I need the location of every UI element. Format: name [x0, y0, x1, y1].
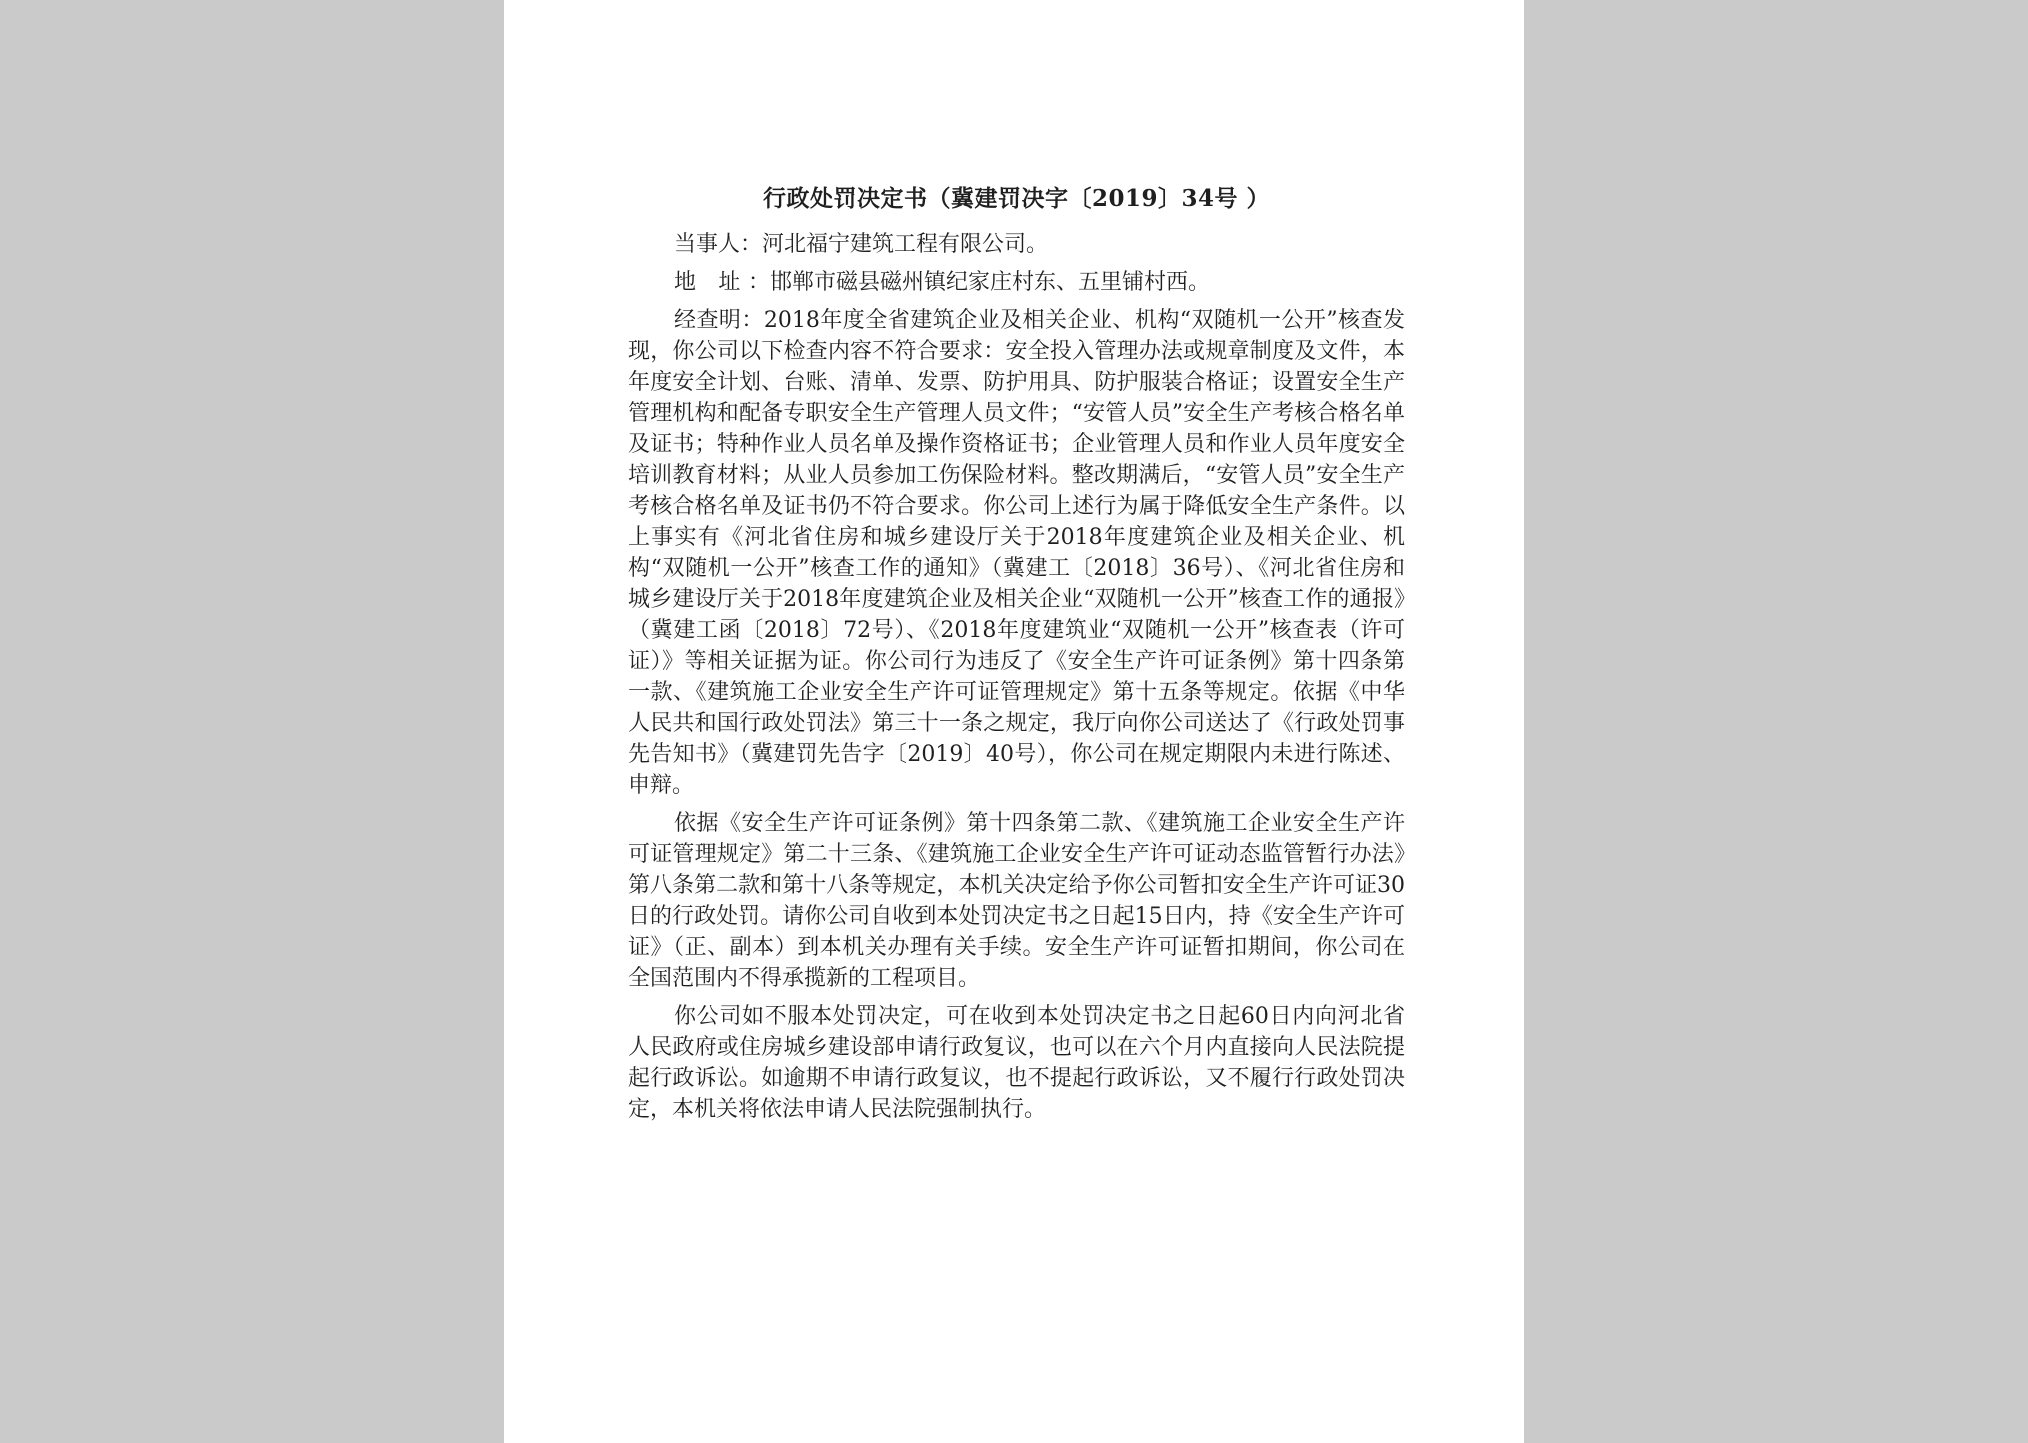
address-label: 地 址：: [674, 270, 770, 295]
decision-paragraph: 依据《安全生产许可证条例》第十四条第二款、《建筑施工企业安全生产许可证管理规定》第二十三条、《建筑施工企业安全生产许可证动态监管暂行办法》第八条第二款和第十八条等规定，本机关决定给予你公司暂扣安全生产许可证30日的行政处罚。请你公司自收到本处罚决定书之日起15日内，持《安全生产许可证》（正、副本）到本机关办理有关手续。安全生产许可证暂扣期间，你公司在全国范围内不得承揽新的工程项目。: [628, 811, 1405, 991]
findings-paragraph: 经查明：2018年度全省建筑企业及相关企业、机构“双随机一公开”核查发现，你公司以下检查内容不符合要求：安全投入管理办法或规章制度及文件，本年度安全计划、台账、清单、发票、防护用具、防护服装合格证；设置安全生产管理机构和配备专职安全生产管理人员文件；“安管人员”安全生产考核合格名单及证书；特种作业人员名单及操作资格证书；企业管理人员和作业人员年度安全培训教育材料；从业人员参加工伤保险材料。整改期满后，“安管人员”安全生产考核合格名单及证书仍不符合要求。你公司上述行为属于降低安全生产条件。以上事实有《河北省住房和城乡建设厅关于2018年度建筑企业及相关企业、机构“双随机一公开”核查工作的通知》（冀建工〔2018〕36号）、《河北省住房和城乡建设厅关于2018年度建筑企业及相关企业“双随机一公开”核查工作的通报》（冀建工函〔2018〕72号）、《2018年度建筑业“双随机一公开”核查表（许可证）》等相关证据为证。你公司行为违反了《安全生产许可证条例》第十四条第一款、《建筑施工企业安全生产许可证管理规定》第十五条等规定。依据《中华人民共和国行政处罚法》第三十一条之规定，我厅向你公司送达了《行政处罚事先告知书》（冀建罚先告字〔2019〕40号），你公司在规定期限内未进行陈述、申辩。: [628, 308, 1405, 798]
document-page: [504, 0, 1524, 1443]
party-line: 当事人：河北福宁建筑工程有限公司。: [674, 232, 1049, 257]
document-body: [628, 180, 1405, 1132]
address-value: 邯郸市磁县磁州镇纪家庄村东、五里铺村西。: [770, 270, 1211, 295]
document-title: [628, 180, 1405, 213]
appeal-paragraph: 你公司如不服本处罚决定，可在收到本处罚决定书之日起60日内向河北省人民政府或住房城乡建设部申请行政复议，也可以在六个月内直接向人民法院提起行政诉讼。如逾期不申请行政复议，也不提起行政诉讼，又不履行行政处罚决定，本机关将依法申请人民法院强制执行。: [628, 1004, 1405, 1122]
address-line: [628, 267, 1405, 298]
document-title-text: 行政处罚决定书（冀建罚决字〔2019〕34号 ）: [762, 185, 1271, 212]
